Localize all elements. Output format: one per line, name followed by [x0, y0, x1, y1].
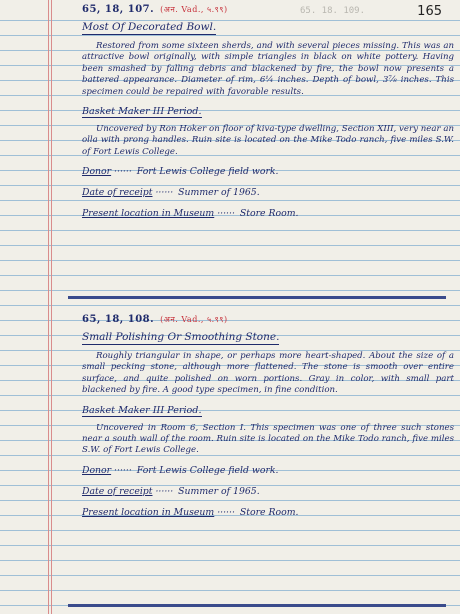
- receipt-label: Date of receipt: [82, 187, 153, 199]
- receipt-label: Date of receipt: [82, 485, 153, 497]
- entry-title: Small Polishing Or Smoothing Stone.: [82, 331, 280, 343]
- entry-separator: [68, 604, 446, 607]
- period: Basket Maker III Period.: [82, 404, 202, 416]
- catalog-number-line: [82, 314, 454, 325]
- donor-label: Donor: [82, 464, 112, 476]
- receipt-field: Date of receipt ······ Summer of 1965.: [82, 485, 260, 497]
- catalog-number: 65, 18, 108.: [82, 314, 155, 325]
- location-value: Store Room.: [239, 506, 299, 518]
- location-label: Present location in Museum: [82, 506, 215, 518]
- location-value: Store Room.: [239, 208, 299, 220]
- annotation: (अन. Vad., ५.९९): [160, 5, 228, 14]
- bleed-through-text: 65. 18. 109.: [300, 6, 366, 16]
- page-number: 165: [417, 4, 442, 19]
- location-label: Present location in Museum: [82, 208, 215, 220]
- catalog-number: 65, 18, 107.: [82, 4, 155, 15]
- receipt-field: Date of receipt ······ Summer of 1965.: [82, 187, 260, 199]
- donor-value: Fort Lewis College field work.: [136, 166, 279, 178]
- entry-separator: [68, 296, 446, 299]
- catalog-number-line: [82, 4, 454, 15]
- margin-line: [48, 0, 49, 614]
- receipt-value: Summer of 1965.: [178, 187, 260, 199]
- receipt-value: Summer of 1965.: [178, 485, 260, 497]
- donor-field: Donor ······ Fort Lewis College field work.: [82, 166, 279, 178]
- annotation: (अन. Vad., ५.९९): [160, 315, 228, 324]
- entry-title: Most Of Decorated Bowl.: [82, 21, 217, 33]
- location-field: Present location in Museum ······ Store Room.: [82, 208, 299, 220]
- donor-value: Fort Lewis College field work.: [136, 464, 279, 476]
- margin-line: [51, 0, 52, 614]
- location-field: Present location in Museum ······ Store Room.: [82, 506, 299, 518]
- provenance: Uncovered in Room 6, Section I. This specimen was one of three such stones near a south wall of the room. Ruin site is located on the Mike Todo ranch, five miles S.W. of Fort Lewis College.: [82, 422, 454, 456]
- period: Basket Maker III Period.: [82, 106, 202, 118]
- catalog-entry: [82, 4, 454, 221]
- description: Roughly triangular in shape, or perhaps more heart-shaped. About the size of a small pecking stone, although more flattened. The stone is smooth over entire surface, and quite polished on worn portions. Gray in color, with small part blackened by fire. A good type specimen, in fine condition.: [82, 351, 454, 396]
- donor-label: Donor: [82, 166, 112, 178]
- description: Restored from some sixteen sherds, and with several pieces missing. This was an attractive bowl originally, with simple triangles in black on white pottery. Having been smashed by falling debris and blackened by fire, the bowl now presents a battered appearance. Diameter of rim, 6¼ inches. Depth of bowl, 3⅞ inches. This specimen could be repaired with favorable results.: [82, 41, 454, 97]
- donor-field: Donor ······ Fort Lewis College field work.: [82, 464, 279, 476]
- provenance: Uncovered by Ron Hoker on floor of kiva-type dwelling, Section XIII, very near an olla with prong handles. Ruin site is located on the Mike Todo ranch, five miles S.W. of Fort Lewis College.: [82, 124, 454, 157]
- catalog-entry: [82, 314, 454, 520]
